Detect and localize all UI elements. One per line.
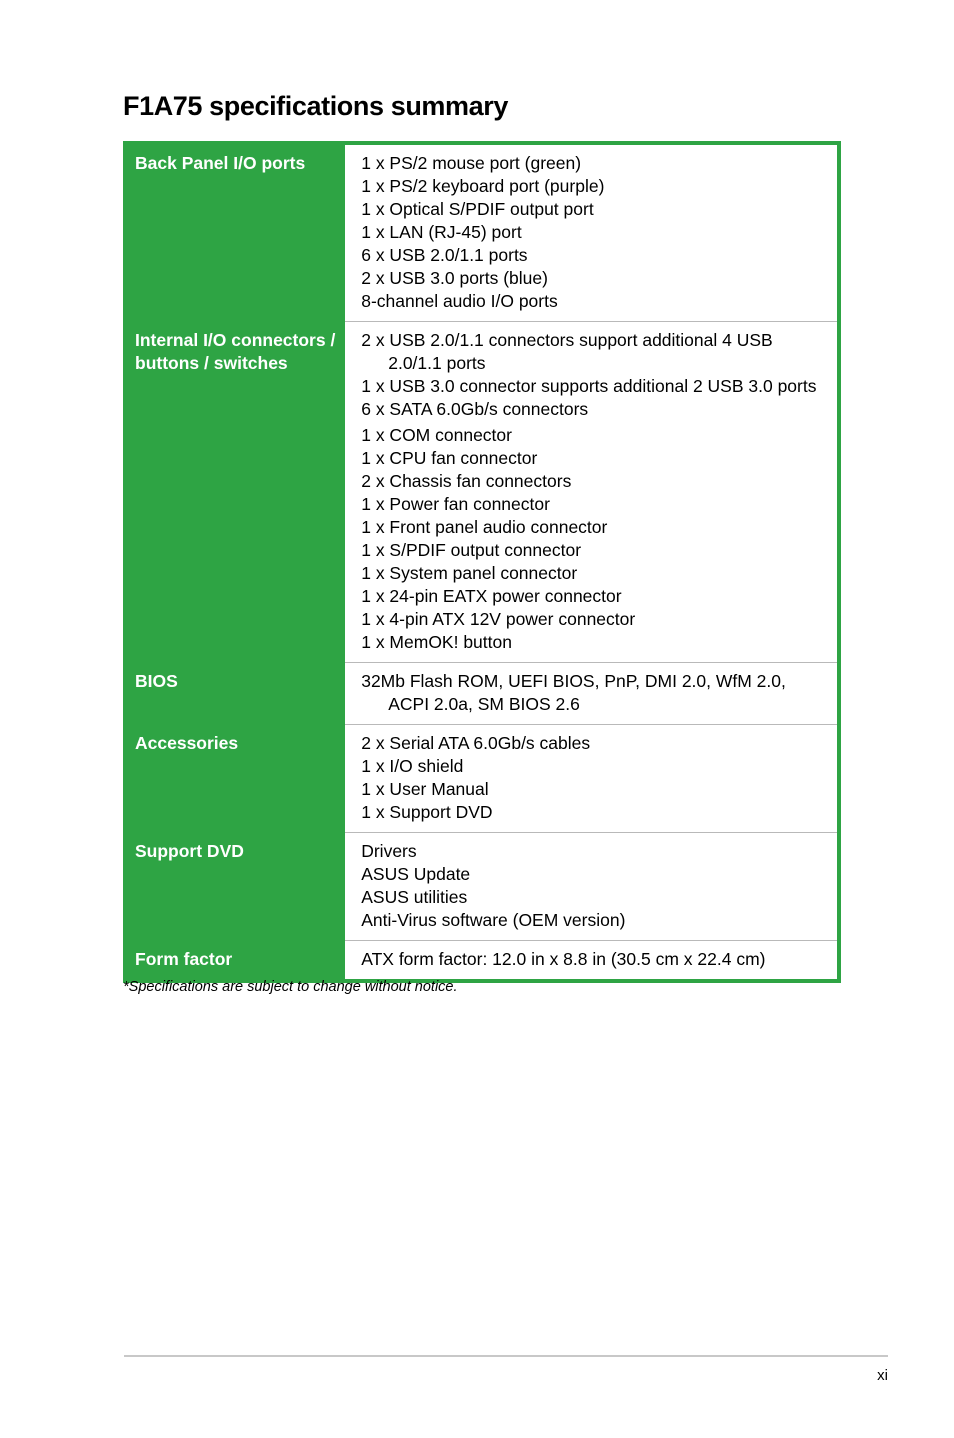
spec-value: [345, 725, 839, 833]
spec-item: 1 x Optical S/PDIF output port: [361, 199, 594, 219]
spec-item: 1 x I/O shield: [361, 756, 464, 776]
spec-row-bios: [125, 663, 839, 725]
spec-item: 32Mb Flash ROM, UEFI BIOS, PnP, DMI 2.0, WfM 2.0, ACPI 2.0a, SM BIOS 2.6: [361, 671, 786, 714]
spec-item: 1 x USB 3.0 connector supports additional 2 USB 3.0 ports: [361, 376, 817, 396]
spec-item: 1 x Front panel audio connector: [361, 517, 608, 537]
spec-item: 1 x PS/2 mouse port (green): [361, 153, 582, 173]
spec-value: [345, 941, 839, 982]
spec-item: 2 x USB 2.0/1.1 connectors support additional 4 USB 2.0/1.1 ports: [361, 330, 773, 373]
spec-item: 6 x SATA 6.0Gb/s connectors: [361, 399, 589, 419]
spec-row-internal-io: [125, 322, 839, 663]
spec-item: 1 x 24-pin EATX power connector: [361, 586, 622, 606]
spec-item: 1 x MemOK! button: [361, 632, 512, 652]
page-number: xi: [877, 1367, 888, 1384]
spec-item: 8-channel audio I/O ports: [361, 291, 558, 311]
spec-value: [345, 663, 839, 725]
spec-item: 1 x Power fan connector: [361, 494, 550, 514]
spec-label: Form factor: [125, 941, 345, 982]
spec-label: Internal I/O connectors / buttons / switches: [125, 322, 345, 663]
spec-item: 1 x COM connector: [361, 425, 512, 445]
specifications-table: [123, 141, 841, 983]
spec-item: 6 x USB 2.0/1.1 ports: [361, 245, 528, 265]
spec-item: ASUS utilities: [361, 887, 468, 907]
spec-label: Accessories: [125, 725, 345, 833]
spec-item: 1 x CPU fan connector: [361, 448, 538, 468]
page-title: F1A75 specifications summary: [123, 91, 508, 121]
spec-row-support-dvd: [125, 833, 839, 941]
spec-row-accessories: [125, 725, 839, 833]
spec-item: Drivers: [361, 841, 417, 861]
spec-item: 2 x Chassis fan connectors: [361, 471, 572, 491]
spec-row-back-panel-io: [125, 143, 839, 322]
spec-item: 1 x 4-pin ATX 12V power connector: [361, 609, 636, 629]
spec-row-form-factor: [125, 941, 839, 982]
spec-item: 1 x Support DVD: [361, 802, 493, 822]
spec-value: [345, 833, 839, 941]
footer-divider: [124, 1355, 888, 1357]
spec-item: 1 x LAN (RJ-45) port: [361, 222, 522, 242]
spec-item: 1 x System panel connector: [361, 563, 578, 583]
spec-item: ASUS Update: [361, 864, 471, 884]
spec-item: 2 x USB 3.0 ports (blue): [361, 268, 548, 288]
spec-label: BIOS: [125, 663, 345, 725]
spec-value: [345, 143, 839, 322]
footnote: *Specifications are subject to change without notice.: [123, 979, 458, 995]
spec-value: [345, 322, 839, 663]
spec-item: 1 x S/PDIF output connector: [361, 540, 582, 560]
spec-item: 2 x Serial ATA 6.0Gb/s cables: [361, 733, 591, 753]
spec-label: Back Panel I/O ports: [125, 143, 345, 322]
spec-item: Anti-Virus software (OEM version): [361, 910, 626, 930]
spec-item: ATX form factor: 12.0 in x 8.8 in (30.5 cm x 22.4 cm): [361, 949, 766, 969]
spec-label: Support DVD: [125, 833, 345, 941]
spec-item: 1 x PS/2 keyboard port (purple): [361, 176, 605, 196]
spec-item: 1 x User Manual: [361, 779, 489, 799]
